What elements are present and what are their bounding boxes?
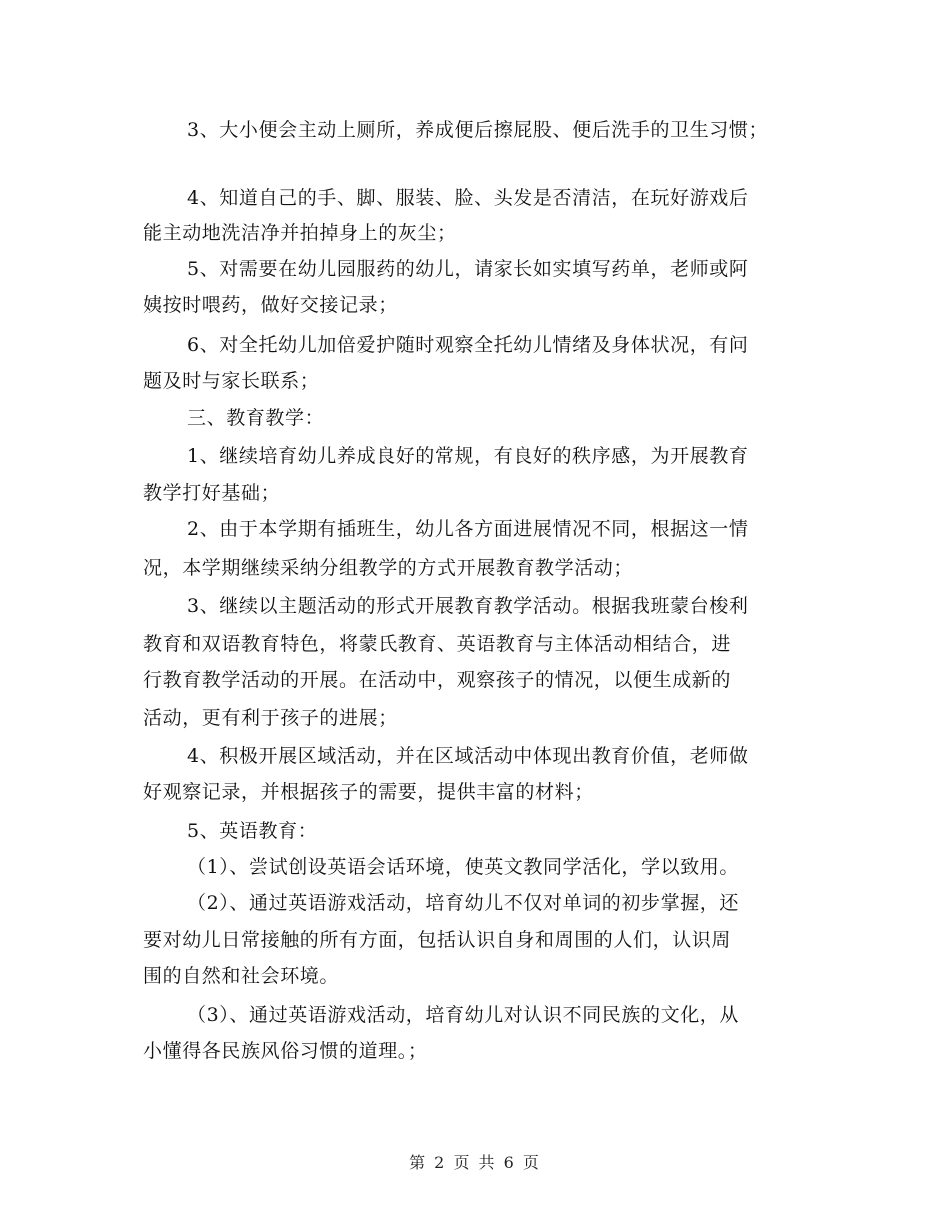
text-line-16: 活动，更有利于孩子的进展； xyxy=(143,707,398,729)
text-line-22: 要对幼儿日常接触的所有方面，包括认识自身和周围的人们，认识周 xyxy=(143,929,732,951)
text-line-6: 6、对全托幼儿加倍爱护随时观察全托幼儿情绪及身体状况，有问 xyxy=(187,334,749,356)
page-number-footer: 第 2 页 共 6 页 xyxy=(409,1153,541,1172)
section-heading: 三、教育教学： xyxy=(187,407,325,429)
text-line-11: 2、由于本学期有插班生，幼儿各方面进展情况不同，根据这一情 xyxy=(187,518,749,540)
text-line-24: （3）、通过英语游戏活动，培育幼儿对认识不同民族的文化，从 xyxy=(187,1004,739,1026)
text-line-25: 小懂得各民族风俗习惯的道理。； xyxy=(143,1040,428,1062)
text-line-9: 1、继续培育幼儿养成良好的常规，有良好的秩序感，为开展教育 xyxy=(187,445,749,467)
text-line-3: 能主动地洗洁净并拍掉身上的灰尘； xyxy=(143,222,457,244)
text-line-15: 行教育教学活动的开展。在活动中，观察孩子的情况，以便生成新的 xyxy=(143,669,732,691)
text-line-12: 况，本学期继续采纳分组教学的方式开展教育教学活动； xyxy=(143,557,634,579)
text-line-17: 4、积极开展区域活动，并在区域活动中体现出教育价值，老师做 xyxy=(187,745,749,767)
text-line-7: 题及时与家长联系； xyxy=(143,370,320,392)
text-line-18: 好观察记录，并根据孩子的需要，提供丰富的材料； xyxy=(143,781,594,803)
text-line-20: （1）、尝试创设英语会话环境，使英文教同学活化，学以致用。 xyxy=(187,856,739,878)
text-line-13: 3、继续以主题活动的形式开展教育教学活动。根据我班蒙台梭利 xyxy=(187,595,749,617)
text-line-21: （2）、通过英语游戏活动，培育幼儿不仅对单词的初步掌握，还 xyxy=(187,892,739,914)
text-line-14: 教育和双语教育特色，将蒙氏教育、英语教育与主体活动相结合，进 xyxy=(143,633,732,655)
text-line-23: 围的自然和社会环境。 xyxy=(143,965,340,987)
text-line-5: 姨按时喂药，做好交接记录； xyxy=(143,294,398,316)
text-line-19: 5、英语教育： xyxy=(187,820,318,842)
text-line-10: 教学打好基础； xyxy=(143,482,281,504)
text-line-2: 4、知道自己的手、脚、服装、脸、头发是否清洁，在玩好游戏后 xyxy=(187,187,749,209)
text-line-1: 3、大小便会主动上厕所，养成便后擦屁股、便后洗手的卫生习惯； xyxy=(187,119,769,141)
text-line-4: 5、对需要在幼儿园服药的幼儿，请家长如实填写药单，老师或阿 xyxy=(187,258,749,280)
